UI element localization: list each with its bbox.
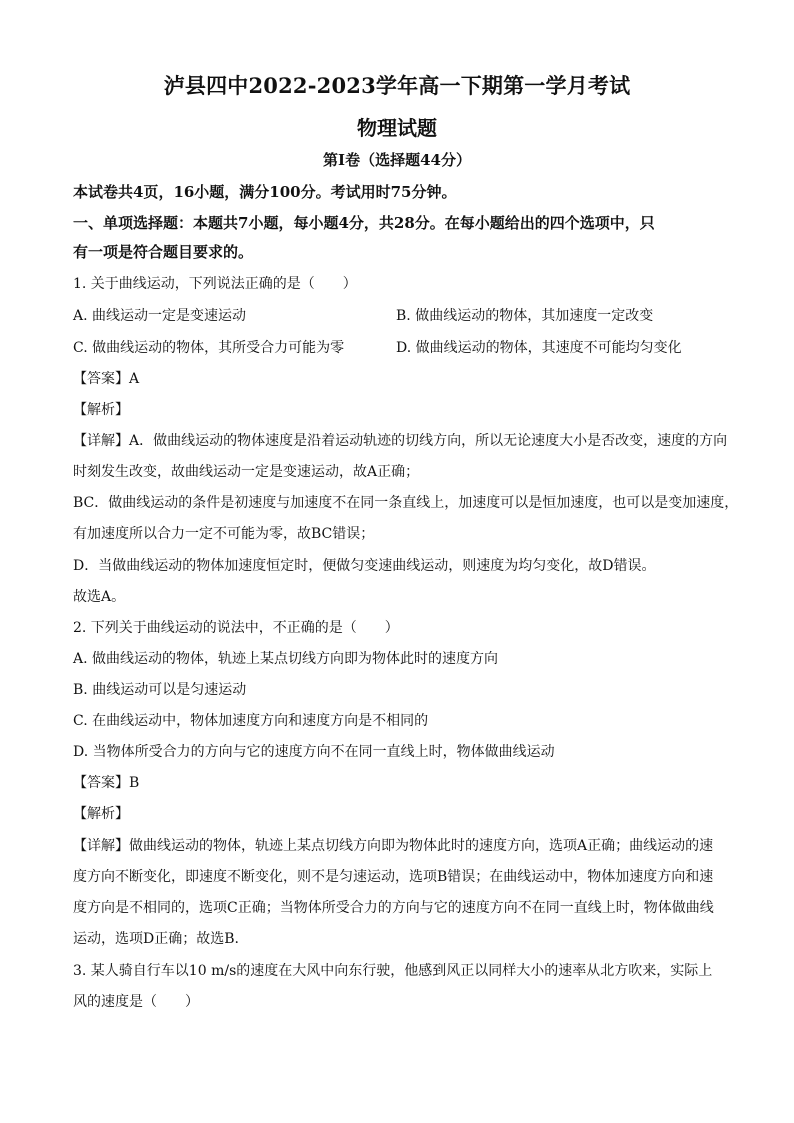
q2-option-a: A. 做曲线运动的物体，轨迹上某点切线方向即为物体此时的速度方向: [73, 651, 499, 667]
section-heading-line-1: 一、单项选择题：本题共7小题，每小题4分，共28分。在每小题给出的四个选项中，只: [73, 214, 655, 232]
q1-detail-line: BC．做曲线运动的条件是初速度与加速度不在同一条直线上，加速度可以是恒加速度，也可以是变加速度，: [73, 495, 739, 511]
q2-option-c: C. 在曲线运动中，物体加速度方向和速度方向是不相同的: [73, 713, 429, 729]
q2-detail-line: 运动，选项D正确；故选B.: [73, 931, 239, 947]
q2-detail-line: 【详解】做曲线运动的物体，轨迹上某点切线方向即为物体此时的速度方向，选项A正确；曲线运动的速: [73, 838, 714, 854]
q1-answer: 【答案】A: [73, 371, 140, 387]
q1-option-a: A. 曲线运动一定是变速运动: [73, 308, 247, 324]
q1-detail-line: 故选A。: [73, 589, 126, 605]
q1-detail-line: 时刻发生改变，故曲线运动一定是变速运动，故A正确；: [73, 464, 420, 480]
q3-stem-line-2: 风的速度是（ ）: [73, 994, 199, 1010]
q2-stem: 2. 下列关于曲线运动的说法中，不正确的是（ ）: [73, 620, 399, 636]
q1-detail-line: 【详解】A．做曲线运动的物体速度是沿着运动轨迹的切线方向，所以无论速度大小是否改变，速度的方向: [73, 433, 728, 449]
q2-analysis-label: 【解析】: [73, 806, 129, 822]
q1-option-d: D. 做曲线运动的物体，其速度不可能均匀变化: [396, 340, 682, 356]
q1-stem: 1. 关于曲线运动，下列说法正确的是（ ）: [73, 276, 357, 292]
q2-answer: 【答案】B: [73, 775, 140, 791]
q1-detail-line: 有加速度所以合力一定不可能为零，故BC错误；: [73, 526, 375, 542]
section-heading-line-2: 有一项是符合题目要求的。: [73, 243, 254, 261]
q2-detail-line: 度方向不断变化，即速度不断变化，则不是匀速运动，选项B错误；在曲线运动中，物体加速度方向和速: [73, 869, 714, 885]
volume-title: 第I卷（选择题44分）: [323, 151, 471, 169]
q1-analysis-label: 【解析】: [73, 402, 129, 418]
q3-stem-line-1: 3. 某人骑自行车以10 m/s的速度在大风中向东行驶，他感到风正以同样大小的速率从北方吹来，实际上: [73, 963, 713, 979]
exam-title: 泸县四中2022-2023学年高一下期第一学月考试: [163, 73, 631, 98]
q1-detail-line: D．当做曲线运动的物体加速度恒定时，便做匀变速曲线运动，则速度为均匀变化，故D错误。: [73, 558, 656, 574]
q2-option-d: D. 当物体所受合力的方向与它的速度方向不在同一直线上时，物体做曲线运动: [73, 744, 555, 760]
q1-option-c: C. 做曲线运动的物体，其所受合力可能为零: [73, 340, 345, 356]
q2-detail-line: 度方向是不相同的，选项C正确；当物体所受合力的方向与它的速度方向不在同一直线上时，物体做曲线: [73, 900, 714, 916]
q2-option-b: B. 曲线运动可以是匀速运动: [73, 682, 247, 698]
q1-option-b: B. 做曲线运动的物体，其加速度一定改变: [396, 308, 654, 324]
exam-intro: 本试卷共4页，16小题，满分100分。考试用时75分钟。: [73, 183, 457, 201]
subject-title: 物理试题: [357, 116, 437, 140]
